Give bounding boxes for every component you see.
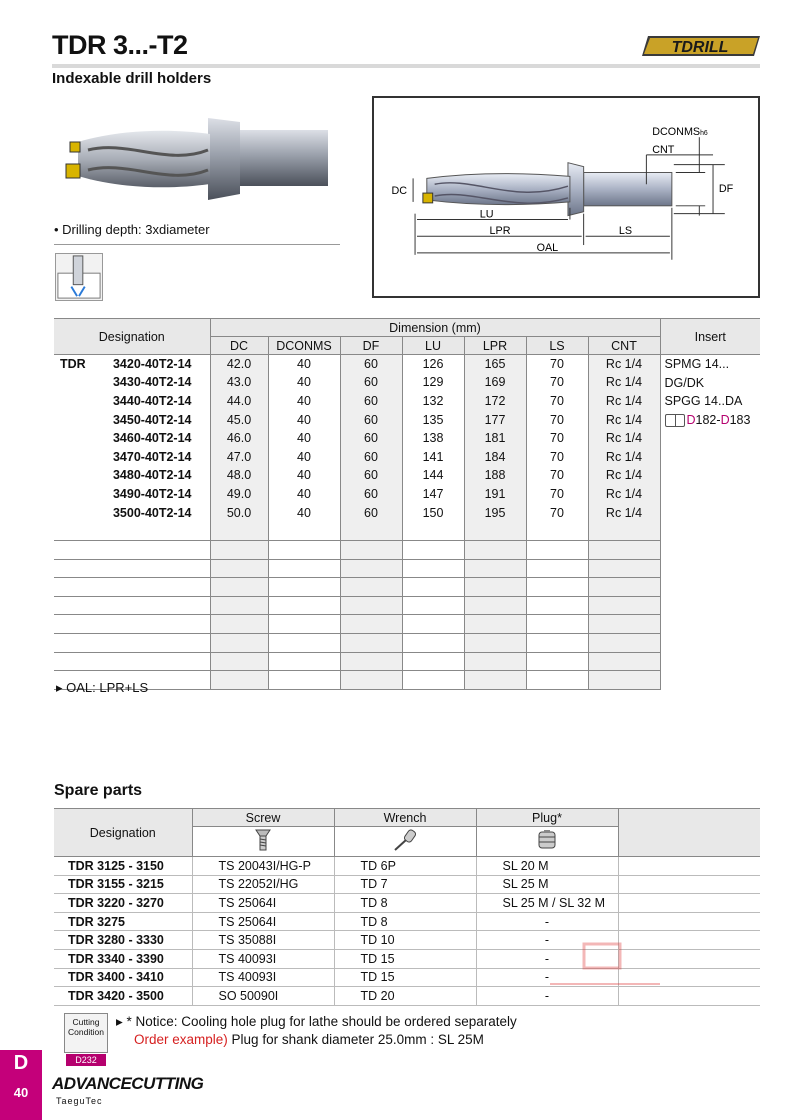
watermark-stamp xyxy=(540,940,670,1000)
wrench-code: TD 15 xyxy=(334,949,476,968)
cell-lpr: 172 xyxy=(464,392,526,411)
designation: 3450-40T2-14 xyxy=(112,412,192,427)
plug-code: - xyxy=(476,912,618,931)
cell-dc: 48.0 xyxy=(210,466,268,485)
table-row xyxy=(54,894,760,913)
insert-line: DG/DK xyxy=(664,375,705,390)
cell-lpr: 165 xyxy=(464,355,526,374)
cell-dconms: 40 xyxy=(268,429,340,448)
brand-logo-text: TDRILL xyxy=(671,39,729,56)
blank-cell xyxy=(618,857,760,876)
cutting-condition-line: Condition xyxy=(68,1027,104,1037)
screw-code: SO 50090I xyxy=(192,987,334,1006)
screw-code: TS 25064I xyxy=(192,912,334,931)
ref-letter: D xyxy=(720,412,730,427)
section-letter: D xyxy=(13,1052,29,1074)
cell-lpr: 191 xyxy=(464,485,526,504)
table-row xyxy=(54,485,760,504)
cell-ls: 70 xyxy=(526,392,588,411)
cell-df: 60 xyxy=(340,392,402,411)
wrench-icon xyxy=(390,828,420,852)
blank-cell xyxy=(618,875,760,894)
cell-dconms: 40 xyxy=(268,485,340,504)
cell-cnt: Rc 1/4 xyxy=(588,503,660,522)
cell-ls: 70 xyxy=(526,355,588,374)
plug-image-cell xyxy=(476,827,618,857)
cell-cnt: Rc 1/4 xyxy=(588,447,660,466)
df-label: DF xyxy=(718,183,734,196)
designation: 3500-40T2-14 xyxy=(112,505,192,520)
col-lpr: LPR xyxy=(464,337,526,355)
spare-designation: TDR 3220 - 3270 xyxy=(54,894,192,913)
page-title: TDR 3...-T2 xyxy=(52,30,188,60)
order-example-label: Order example) xyxy=(134,1032,228,1047)
cell-ls: 70 xyxy=(526,429,588,448)
wrench-code: TD 10 xyxy=(334,931,476,950)
designation: 3470-40T2-14 xyxy=(112,449,192,464)
table-row xyxy=(54,466,760,485)
plug-code: - xyxy=(476,987,618,1006)
designation: 3490-40T2-14 xyxy=(112,486,192,501)
table-row xyxy=(54,857,760,876)
cell-lpr: 188 xyxy=(464,466,526,485)
drilling-depth-bullet: • Drilling depth: 3xdiameter xyxy=(54,222,210,237)
screw-icon xyxy=(252,828,274,852)
cell-dc: 49.0 xyxy=(210,485,268,504)
cooling-plug-notice: ▸ * Notice: Cooling hole plug for lathe should be ordered separately xyxy=(116,1014,517,1029)
spare-designation: TDR 3340 - 3390 xyxy=(54,949,192,968)
ref-letter: D xyxy=(686,412,696,427)
designation-prefix: TDR xyxy=(60,357,86,372)
dconms-label xyxy=(652,126,708,138)
wrench-image-cell xyxy=(334,827,476,857)
wrench-code: TD 6P xyxy=(334,857,476,876)
cell-ls: 70 xyxy=(526,373,588,392)
page-subtitle: Indexable drill holders xyxy=(52,70,212,87)
cell-dc: 43.0 xyxy=(210,373,268,392)
advance-cutting-logo: ADVANCECUTTING xyxy=(52,1074,204,1093)
screw-code: TS 25064I xyxy=(192,894,334,913)
cell-cnt: Rc 1/4 xyxy=(588,485,660,504)
cell-lpr: 195 xyxy=(464,503,526,522)
ref-page: 183 xyxy=(729,412,751,427)
cell-lu: 132 xyxy=(402,392,464,411)
col-cnt: CNT xyxy=(588,337,660,355)
plug-header xyxy=(476,809,618,827)
cell-ls: 70 xyxy=(526,466,588,485)
dconms-label-text: DCONMS xyxy=(652,126,701,139)
wrench-code: TD 20 xyxy=(334,987,476,1006)
designation: 3480-40T2-14 xyxy=(112,468,192,483)
cell-ls: 70 xyxy=(526,503,588,522)
cell-lu: 135 xyxy=(402,410,464,429)
cutting-condition-line: Cutting xyxy=(72,1017,100,1027)
cell-cnt: Rc 1/4 xyxy=(588,373,660,392)
dconms-tolerance: h6 xyxy=(700,130,708,138)
col-ls: LS xyxy=(526,337,588,355)
table-row xyxy=(54,875,760,894)
screw-code: TS 22052I/HG xyxy=(192,875,334,894)
cell-cnt: Rc 1/4 xyxy=(588,392,660,411)
cell-lu: 147 xyxy=(402,485,464,504)
section-tab xyxy=(0,1050,42,1120)
cell-dconms: 40 xyxy=(268,466,340,485)
ls-label: LS xyxy=(618,225,633,238)
cell-dconms: 40 xyxy=(268,410,340,429)
oal-note: ▸ OAL: LPR+LS xyxy=(56,680,149,695)
table-row xyxy=(54,373,760,392)
col-df: DF xyxy=(340,337,402,355)
cell-lpr: 181 xyxy=(464,429,526,448)
plug-code: SL 25 M xyxy=(476,875,618,894)
screw-image-cell xyxy=(192,827,334,857)
table-row xyxy=(54,912,760,931)
cell-lu: 150 xyxy=(402,503,464,522)
cell-dc: 50.0 xyxy=(210,503,268,522)
table-row xyxy=(54,392,760,411)
cell-lpr: 177 xyxy=(464,410,526,429)
spare-designation-header: Designation xyxy=(54,809,192,857)
empty-row xyxy=(54,522,760,541)
insert-page-ref[interactable] xyxy=(665,411,759,430)
empty-row xyxy=(54,596,760,615)
insert-line: SPMG 14... xyxy=(664,357,730,371)
cnt-label: CNT xyxy=(652,143,675,156)
cell-ls: 70 xyxy=(526,447,588,466)
ref-page: 182- xyxy=(695,412,721,427)
lpr-label: LPR xyxy=(489,225,511,238)
lu-label: LU xyxy=(479,208,494,221)
plug-code: - xyxy=(476,968,618,987)
plug-code: SL 25 M / SL 32 M xyxy=(476,894,618,913)
table-row xyxy=(54,447,760,466)
plug-header-label: Plug xyxy=(532,810,558,825)
col-dc: DC xyxy=(210,337,268,355)
empty-row xyxy=(54,615,760,634)
empty-row xyxy=(54,633,760,652)
spare-designation: TDR 3125 - 3150 xyxy=(54,857,192,876)
schematic-drawing xyxy=(374,98,758,296)
cell-lu: 126 xyxy=(402,355,464,374)
spare-blank-header xyxy=(618,809,760,857)
cell-dconms: 40 xyxy=(268,373,340,392)
col-dconms: DCONMS xyxy=(268,337,340,355)
designation: 3440-40T2-14 xyxy=(112,393,192,408)
cell-df: 60 xyxy=(340,373,402,392)
cell-cnt: Rc 1/4 xyxy=(588,429,660,448)
blank-cell xyxy=(618,894,760,913)
blank-cell xyxy=(618,912,760,931)
designation: 3420-40T2-14 xyxy=(112,357,192,372)
wrench-code: TD 7 xyxy=(334,875,476,894)
spare-designation: TDR 3280 - 3330 xyxy=(54,931,192,950)
cell-dc: 44.0 xyxy=(210,392,268,411)
dimension-schematic xyxy=(372,96,760,298)
cell-dconms: 40 xyxy=(268,355,340,374)
cell-dc: 42.0 xyxy=(210,355,268,374)
table-row xyxy=(54,429,760,448)
cell-dc: 46.0 xyxy=(210,429,268,448)
oal-label: OAL xyxy=(536,241,559,254)
cell-dconms: 40 xyxy=(268,447,340,466)
plug-star: * xyxy=(557,810,562,825)
order-example xyxy=(134,1032,484,1047)
dc-label: DC xyxy=(391,185,408,198)
empty-row xyxy=(54,540,760,559)
tdrill-logo xyxy=(640,32,762,60)
insert-header: Insert xyxy=(660,319,760,355)
dimension-header: Dimension (mm) xyxy=(210,319,660,337)
cell-lpr: 169 xyxy=(464,373,526,392)
spare-designation: TDR 3155 - 3215 xyxy=(54,875,192,894)
screw-code: TS 40093I xyxy=(192,968,334,987)
spare-designation: TDR 3400 - 3410 xyxy=(54,968,192,987)
empty-row xyxy=(54,578,760,597)
wrench-code: TD 8 xyxy=(334,894,476,913)
cell-lpr: 184 xyxy=(464,447,526,466)
spare-designation: TDR 3275 xyxy=(54,912,192,931)
cell-dconms: 40 xyxy=(268,392,340,411)
empty-row xyxy=(54,671,760,690)
spare-designation: TDR 3420 - 3500 xyxy=(54,987,192,1006)
cell-lu: 129 xyxy=(402,373,464,392)
intro-divider xyxy=(54,244,340,245)
plug-code: SL 20 M xyxy=(476,857,618,876)
wrench-code: TD 15 xyxy=(334,968,476,987)
plug-icon xyxy=(536,828,558,852)
col-lu: LU xyxy=(402,337,464,355)
table-row xyxy=(54,355,760,374)
catalog-book-icon xyxy=(665,414,685,427)
designation: 3460-40T2-14 xyxy=(112,431,192,446)
insert-line: SPGG 14..DA xyxy=(664,394,743,409)
wrench-code: TD 8 xyxy=(334,912,476,931)
title-divider xyxy=(52,64,760,68)
cell-dc: 47.0 xyxy=(210,447,268,466)
screw-code: TS 20043I/HG-P xyxy=(192,857,334,876)
cell-df: 60 xyxy=(340,429,402,448)
insert-cell xyxy=(660,355,760,690)
cell-df: 60 xyxy=(340,503,402,522)
cell-df: 60 xyxy=(340,410,402,429)
page-number: 40 xyxy=(13,1085,29,1100)
screw-code: TS 40093I xyxy=(192,949,334,968)
plug-code: - xyxy=(476,931,618,950)
cell-dc: 45.0 xyxy=(210,410,268,429)
order-example-text: Plug for shank diameter 25.0mm : SL 25M xyxy=(227,1032,484,1047)
plug-code: - xyxy=(476,949,618,968)
cell-cnt: Rc 1/4 xyxy=(588,355,660,374)
cell-ls: 70 xyxy=(526,485,588,504)
cell-lu: 144 xyxy=(402,466,464,485)
cell-df: 60 xyxy=(340,485,402,504)
cell-df: 60 xyxy=(340,466,402,485)
cell-dconms: 40 xyxy=(268,503,340,522)
drill-photo xyxy=(58,100,340,218)
table-row xyxy=(54,410,760,429)
screw-header: Screw xyxy=(192,809,334,827)
screw-code: TS 35088I xyxy=(192,931,334,950)
cell-cnt: Rc 1/4 xyxy=(588,466,660,485)
cell-ls: 70 xyxy=(526,410,588,429)
cell-lu: 138 xyxy=(402,429,464,448)
dimension-table xyxy=(54,318,760,690)
cell-lu: 141 xyxy=(402,447,464,466)
empty-row xyxy=(54,559,760,578)
cell-cnt: Rc 1/4 xyxy=(588,410,660,429)
cell-df: 60 xyxy=(340,355,402,374)
cutting-condition-page-ref[interactable]: D232 xyxy=(66,1054,106,1066)
designation: 3430-40T2-14 xyxy=(112,375,192,390)
cutting-condition-link[interactable] xyxy=(64,1013,108,1053)
drilling-application-icon xyxy=(55,253,103,301)
table-row xyxy=(54,503,760,522)
designation-header: Designation xyxy=(54,319,210,355)
empty-row xyxy=(54,652,760,671)
taegutec-logo: TaeguTec xyxy=(56,1096,103,1106)
wrench-header: Wrench xyxy=(334,809,476,827)
cell-df: 60 xyxy=(340,447,402,466)
spare-parts-title: Spare parts xyxy=(54,782,143,799)
